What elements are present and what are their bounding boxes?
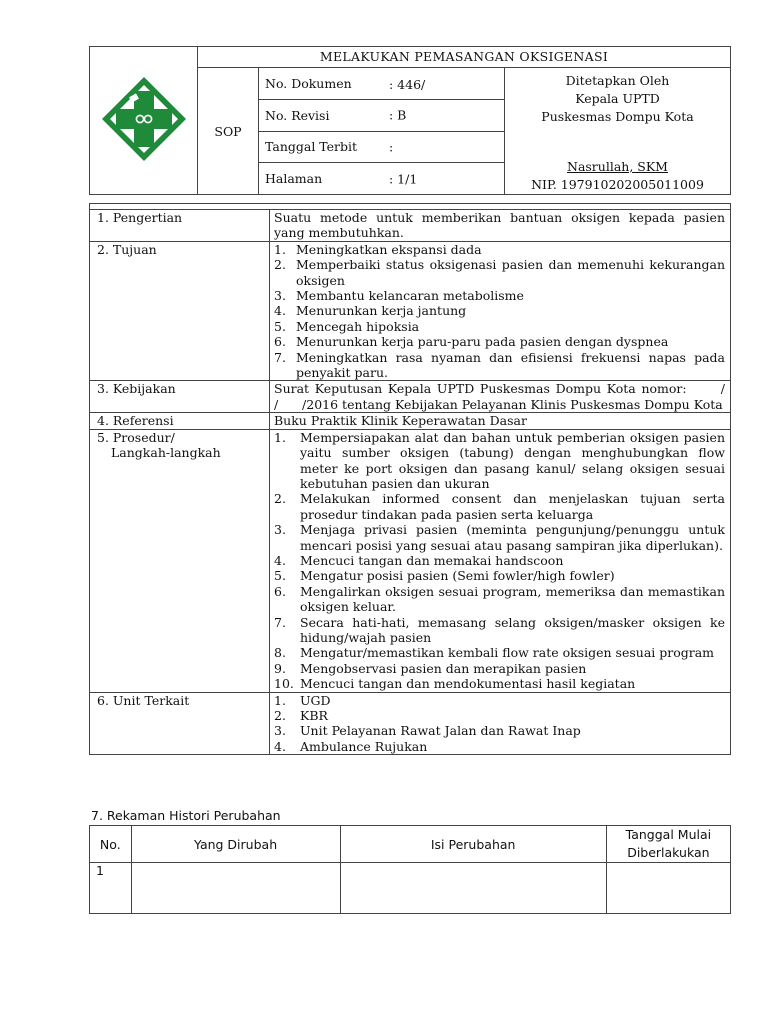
field-halaman	[259, 163, 505, 195]
section-content-unit	[270, 692, 731, 755]
list-item: 1. UGD	[274, 692, 331, 708]
logo-cell	[90, 47, 198, 195]
approval-line2: Kepala UPTD	[575, 91, 660, 106]
section-label-unit: 6. Unit Terkait	[90, 692, 270, 755]
puskesmas-cross-logo-icon	[100, 75, 188, 163]
list-item: 10. Mencuci tangan dan mendokumentasi hasil kegiatan	[274, 676, 636, 692]
history-col-content: Isi Perubahan	[340, 826, 606, 863]
field-tanggal-terbit	[259, 131, 505, 163]
history-table	[89, 825, 731, 914]
field-label: No. Dokumen	[265, 75, 352, 91]
list-item: 5. Mengatur posisi pasien (Semi fowler/high fowler)	[274, 568, 615, 584]
section-content-pengertian	[270, 210, 731, 242]
field-value: : 446/	[389, 77, 426, 92]
field-value: : 1/1	[389, 171, 418, 187]
approver-name: Nasrullah, SKM	[567, 159, 668, 174]
approval-line1: Ditetapkan Oleh	[565, 73, 670, 88]
pengertian-text: Suatu metode untuk memberikan bantuan oksigen kepada pasien yang membutuhkan.	[274, 210, 725, 241]
list-item: 1. Mempersiapakan alat dan bahan untuk pemberian oksigen pasien yaitu sumber oksigen (tabung) dengan menghubungkan flow meter ke port oksigen dan pasang kanul/ selang oksigen sesuai kebutuhan pasien dan ukuran	[274, 429, 725, 491]
list-item: 3. Unit Pelayanan Rawat Jalan dan Rawat Inap	[274, 723, 581, 739]
section-label-referensi: 4. Referensi	[90, 413, 270, 429]
field-value: : B	[389, 107, 407, 123]
list-item: 4. Ambulance Rujukan	[274, 738, 428, 754]
approval-line3: Puskesmas Dompu Kota	[541, 109, 694, 124]
section-label-tujuan: 2. Tujuan	[90, 241, 270, 381]
field-no-revisi	[259, 99, 505, 131]
list-item: 2. KBR	[274, 708, 328, 723]
list-item: 7. Meningkatkan rasa nyaman dan efisiensi frekuensi napas pada penyakit paru.	[274, 349, 725, 381]
history-col-no: No.	[90, 826, 132, 863]
list-item: 4. Menurunkan kerja jantung	[274, 303, 467, 319]
list-item: 7. Secara hati-hati, memasang selang oksigen/masker oksigen ke hidung/wajah pasien	[274, 614, 725, 645]
history-col-changed: Yang Dirubah	[131, 826, 340, 863]
list-item: 3. Menjaga privasi pasien (meminta pengunjung/penunggu untuk mencari posisi yang sesuai atau pasang sampiran jika diperlukan).	[274, 522, 725, 553]
sop-body-table	[89, 203, 749, 755]
section-label-kebijakan: 3. Kebijakan	[90, 381, 270, 413]
prosedur-label-line2: Langkah-langkah	[111, 445, 221, 461]
document-title: MELAKUKAN PEMASANGAN OKSIGENASI	[198, 47, 731, 68]
list-item: 9. Mengobservasi pasien dan merapikan pasien	[274, 660, 587, 676]
field-value: :	[389, 139, 394, 155]
history-col-date-line1: Tanggal Mulai	[625, 827, 712, 842]
referensi-text: Buku Praktik Klinik Keperawatan Dasar	[274, 413, 527, 429]
approval-block	[505, 68, 731, 195]
field-label: Halaman	[265, 171, 323, 187]
sop-label: SOP	[198, 68, 259, 195]
section-label-pengertian: 1. Pengertian	[90, 210, 270, 242]
section-content-prosedur	[270, 429, 731, 692]
tujuan-list	[274, 242, 725, 381]
history-row-no: 1	[90, 863, 132, 914]
section-content-tujuan	[270, 241, 731, 381]
history-col-date	[606, 826, 730, 863]
list-item: 2. Memperbaiki status oksigenasi pasien dan memenuhi kekurangan oksigen	[274, 257, 725, 288]
history-row-changed	[131, 863, 340, 914]
section-content-referensi	[270, 413, 731, 429]
list-item: 6. Menurunkan kerja paru-paru pada pasien dengan dyspnea	[274, 334, 669, 350]
list-item: 1. Meningkatkan ekspansi dada	[274, 241, 482, 257]
history-title: 7. Rekaman Histori Perubahan	[91, 808, 281, 823]
kebijakan-text: Surat Keputusan Kepala UPTD Puskesmas Dompu Kota nomor: / / /2016 tentang Kebijakan Pelayanan Klinis Puskesmas Dompu Kota	[274, 381, 749, 412]
prosedur-label-line1: 5. Prosedur/	[97, 429, 175, 445]
table-row	[90, 863, 731, 914]
history-row-date	[606, 863, 730, 914]
header-table	[89, 46, 731, 195]
section-content-kebijakan	[270, 381, 749, 413]
list-item: 2. Melakukan informed consent dan menjelaskan tujuan serta prosedur tindakan pada pasien serta keluarga	[274, 491, 725, 522]
history-col-date-line2: Diberlakukan	[627, 845, 710, 860]
history-row-content	[340, 863, 606, 914]
section-label-prosedur	[90, 429, 270, 692]
list-item: 3. Membantu kelancaran metabolisme	[274, 288, 524, 304]
list-item: 8. Mengatur/memastikan kembali flow rate oksigen sesuai program	[274, 645, 715, 661]
list-item: 4. Mencuci tangan dan memakai handscoon	[274, 552, 564, 568]
unit-list	[274, 693, 725, 755]
prosedur-list	[274, 430, 725, 692]
list-item: 6. Mengalirkan oksigen sesuai program, memeriksa dan memastikan oksigen keluar.	[274, 583, 725, 615]
field-no-dokumen	[259, 68, 505, 100]
list-item: 5. Mencegah hipoksia	[274, 318, 420, 334]
field-label: Tanggal Terbit	[265, 139, 358, 155]
field-label: No. Revisi	[265, 107, 330, 123]
approver-nip: NIP. 197910202005011009	[531, 177, 704, 192]
